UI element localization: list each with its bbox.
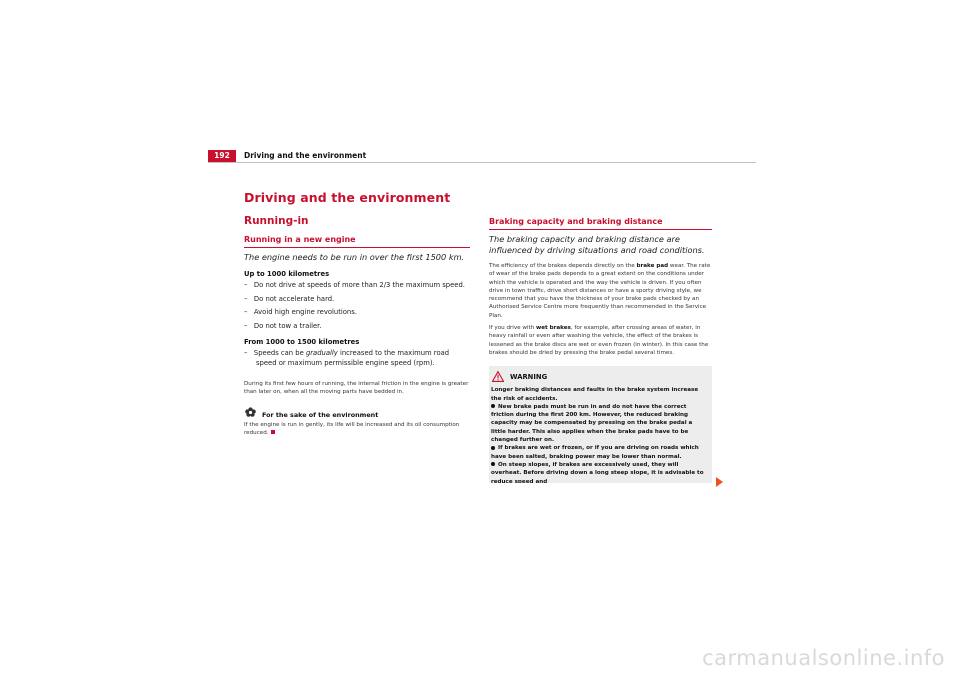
flower-icon <box>244 407 257 418</box>
text-span: If you drive with <box>489 325 537 332</box>
list-item: – Do not accelerate hard. <box>244 294 335 303</box>
bold-text: brake pad <box>636 263 669 269</box>
warning-bullet-text: If brakes are wet or frozen, or if you are driving on roads which have been salted, braking power may be lower than normal. <box>491 445 699 460</box>
chapter-title: Driving and the environment <box>244 190 451 205</box>
subsection-heading-new-engine: Running in a new engine <box>244 235 470 248</box>
environment-note-text <box>244 421 470 438</box>
lead-text-right: The braking capacity and braking distance are influenced by driving situations and road conditions. <box>489 234 705 255</box>
warning-box <box>489 366 712 483</box>
environment-heading-label: For the sake of the environment <box>262 410 379 419</box>
right-column <box>489 217 712 483</box>
running-header: Driving and the environment <box>244 151 367 160</box>
subsection-heading-braking: Braking capacity and braking distance <box>489 217 712 230</box>
end-marker-icon <box>271 430 275 434</box>
warning-bullet <box>491 444 709 461</box>
warning-bullet <box>491 461 709 483</box>
block1-heading: Up to 1000 kilometres <box>244 270 330 278</box>
text-span: , for example, after crossing areas of water, in heavy rainfall or even after washing the vehicle, the effect of the brakes is lessened as the brake discs are wet or even frozen (in winter). In this case the brakes should be dried by pressing the brake pedal several times. <box>489 325 709 356</box>
warning-triangle-icon <box>492 371 504 382</box>
warning-bullet <box>491 403 709 444</box>
warning-label: WARNING <box>510 372 548 381</box>
list-item: – Do not tow a trailer. <box>244 321 322 330</box>
paragraph-brake-pads <box>489 262 712 320</box>
list-item: – Avoid high engine revolutions. <box>244 308 357 316</box>
warning-heading <box>491 371 709 382</box>
list-item-text: Do not tow a trailer. <box>253 321 322 330</box>
list-item-text: Speeds can be <box>253 349 306 357</box>
block2-heading: From 1000 to 1500 kilometres <box>244 338 360 346</box>
environment-note-heading <box>244 407 470 419</box>
list-item-text: Do not accelerate hard. <box>253 294 335 303</box>
note-paragraph: During its first few hours of running, the internal friction in the engine is greater than later on, when all the moving parts have bedded in. <box>244 381 469 396</box>
warning-bullet-text: New brake pads must be run in and do not have the correct friction during the first 200 km. However, the reduced braking capacity may be compensated by pressing on the brake pedal a little harder. This also applies when the brake pads have to be changed further on. <box>491 403 693 444</box>
continue-arrow-icon <box>716 477 723 487</box>
text-span: The efficiency of the brakes depends directly on the <box>489 263 637 269</box>
watermark: carmanualsonline.info <box>702 646 945 670</box>
bullet-icon <box>491 404 495 408</box>
lead-text-left: The engine needs to be run in over the first 1500 km. <box>244 252 465 262</box>
bullet-icon <box>491 446 495 450</box>
emphasis-text: gradually <box>305 349 338 357</box>
bullet-icon <box>491 462 495 466</box>
text-span: wear. The rate of wear of the brake pads depends to a great extent on the conditions under which the vehicle is operated and the way the vehicle is driven. If you often drive in town traffic, drive short distances or have a sporty driving style, we recommend that you have the thickness of your brake pads checked by an Authorised Service Centre more frequently than recommended in the Service Plan. <box>489 263 711 319</box>
paragraph-wet-brakes <box>489 324 712 357</box>
section-heading-running-in: Running-in <box>244 215 309 227</box>
list-item-text: Do not drive at speeds of more than 2/3 the maximum speed. <box>253 281 465 289</box>
list-item-text: increased to the maximum road speed or maximum permissible engine speed (rpm). <box>256 349 450 367</box>
environment-text: If the engine is run in gently, its life will be increased and its oil consumption reduced. <box>244 421 460 436</box>
header-rule <box>208 162 756 163</box>
left-column <box>244 215 470 441</box>
list-item: – Do not drive at speeds of more than 2/3 the maximum speed. <box>244 281 465 289</box>
warning-bullet-text: On steep slopes, if brakes are excessively used, they will overheat. Before driving down a long steep slope, it is advisable to reduce speed and <box>491 461 704 484</box>
warning-intro: Longer braking distances and faults in the brake system increase the risk of accidents. <box>491 387 699 402</box>
list-item: – Speeds can be gradually increased to the maximum road speed or maximum permissible engine speed (rpm). <box>244 349 450 367</box>
list-item-text: Avoid high engine revolutions. <box>253 308 357 316</box>
page-number: 192 <box>208 150 236 162</box>
bold-text: wet brakes <box>536 325 571 332</box>
